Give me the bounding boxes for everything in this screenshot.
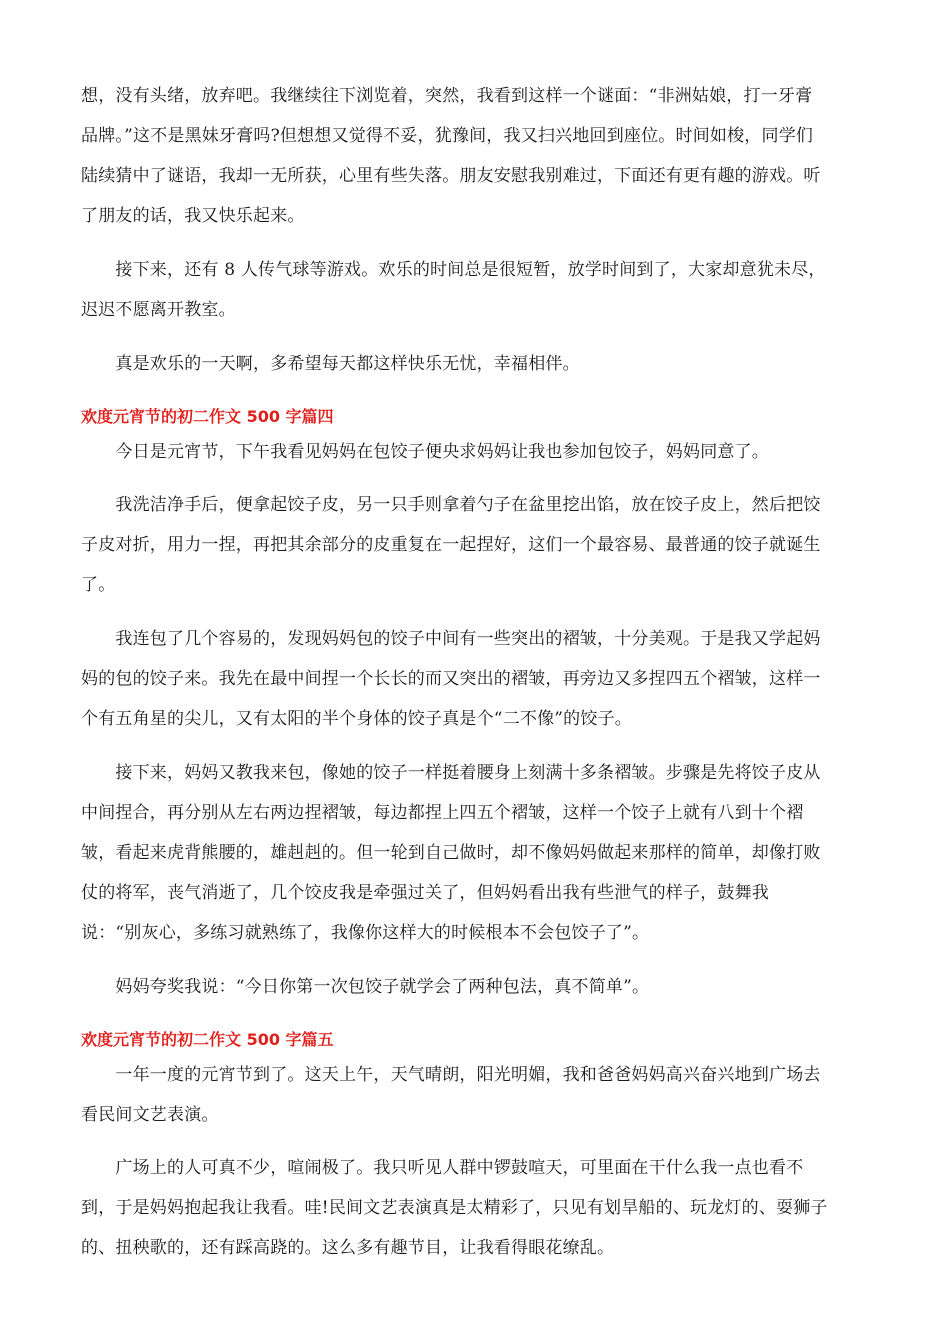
body-text-line: 了朋友的话，我又快乐起来。 <box>81 206 305 226</box>
body-text-line: 我洗洁净手后，便拿起饺子皮，另一只手则拿着勺子在盆里挖出馅，放在饺子皮上，然后把饺 <box>81 495 821 515</box>
body-text-line: 子皮对折，用力一捏，再把其余部分的皮重复在一起捏好，这们一个最容易、最普通的饺子就诞生 <box>81 535 821 555</box>
body-text-line: 中间捏合，再分别从左右两边捏褶皱，每边都捏上四五个褶皱，这样一个饺子上就有八到十个褶 <box>81 803 804 823</box>
body-text-line: 妈的包的饺子来。我先在最中间捏一个长长的而又突出的褶皱，再旁边又多捏四五个褶皱，这样一 <box>81 669 821 689</box>
body-text-line: 陆续猜中了谜语，我却一无所获，心里有些失落。朋友安慰我别难过，下面还有更有趣的游戏。听 <box>81 166 821 186</box>
body-text-line: 广场上的人可真不少，喧闹极了。我只听见人群中锣鼓喧天，可里面在干什么我一点也看不 <box>81 1158 804 1178</box>
body-text-line: 看民间文艺表演。 <box>81 1105 219 1125</box>
body-text-line: 到，于是妈妈抱起我让我看。哇!民间文艺表演真是太精彩了，只见有划旱船的、玩龙灯的、耍狮子 <box>81 1198 828 1218</box>
body-text-line: 接下来，妈妈又教我来包，像她的饺子一样挺着腰身上刻满十多条褶皱。步骤是先将饺子皮从 <box>81 763 821 783</box>
body-text-line: 迟迟不愿离开教室。 <box>81 300 236 320</box>
body-text-line: 想，没有头绪，放弃吧。我继续往下浏览着，突然，我看到这样一个谜面：“非洲姑娘，打一牙膏 <box>81 86 813 106</box>
body-text-line: 我连包了几个容易的，发现妈妈包的饺子中间有一些突出的褶皱，十分美观。于是我又学起妈 <box>81 629 821 649</box>
body-text-line: 接下来，还有 8 人传气球等游戏。欢乐的时间总是很短暂，放学时间到了，大家却意犹未尽， <box>81 260 826 280</box>
body-text-line: 个有五角星的尖儿，又有太阳的半个身体的饺子真是个“二不像”的饺子。 <box>81 709 632 729</box>
body-text-line: 真是欢乐的一天啊，多希望每天都这样快乐无忧，幸福相伴。 <box>81 354 580 374</box>
body-text-line: 皱，看起来虎背熊腰的，雄赳赳的。但一轮到自己做时，却不像妈妈做起来那样的简单，却像打败 <box>81 843 821 863</box>
body-text-line: 品牌。”这不是黑妹牙膏吗?但想想又觉得不妥，犹豫间，我又扫兴地回到座位。时间如梭，同学们 <box>81 126 814 146</box>
body-text-line: 了。 <box>81 575 116 595</box>
section-heading: 欢度元宵节的初二作文 500 字篇五 <box>81 1030 334 1049</box>
body-text-line: 一年一度的元宵节到了。这天上午，天气晴朗，阳光明媚，我和爸爸妈妈高兴奋兴地到广场去 <box>81 1065 821 1085</box>
body-text-line: 仗的将军，丧气消逝了，几个饺皮我是牵强过关了，但妈妈看出我有些泄气的样子，鼓舞我 <box>81 883 769 903</box>
body-text-line: 的、扭秧歌的，还有踩高跷的。这么多有趣节目，让我看得眼花缭乱。 <box>81 1238 615 1258</box>
body-text-line: 今日是元宵节，下午我看见妈妈在包饺子便央求妈妈让我也参加包饺子，妈妈同意了。 <box>81 442 769 462</box>
body-text-line: 妈妈夸奖我说：“今日你第一次包饺子就学会了两种包法，真不简单”。 <box>81 977 650 997</box>
section-heading: 欢度元宵节的初二作文 500 字篇四 <box>81 407 334 426</box>
body-text-line: 说：“别灰心，多练习就熟练了，我像你这样大的时候根本不会包饺子了”。 <box>81 923 650 943</box>
